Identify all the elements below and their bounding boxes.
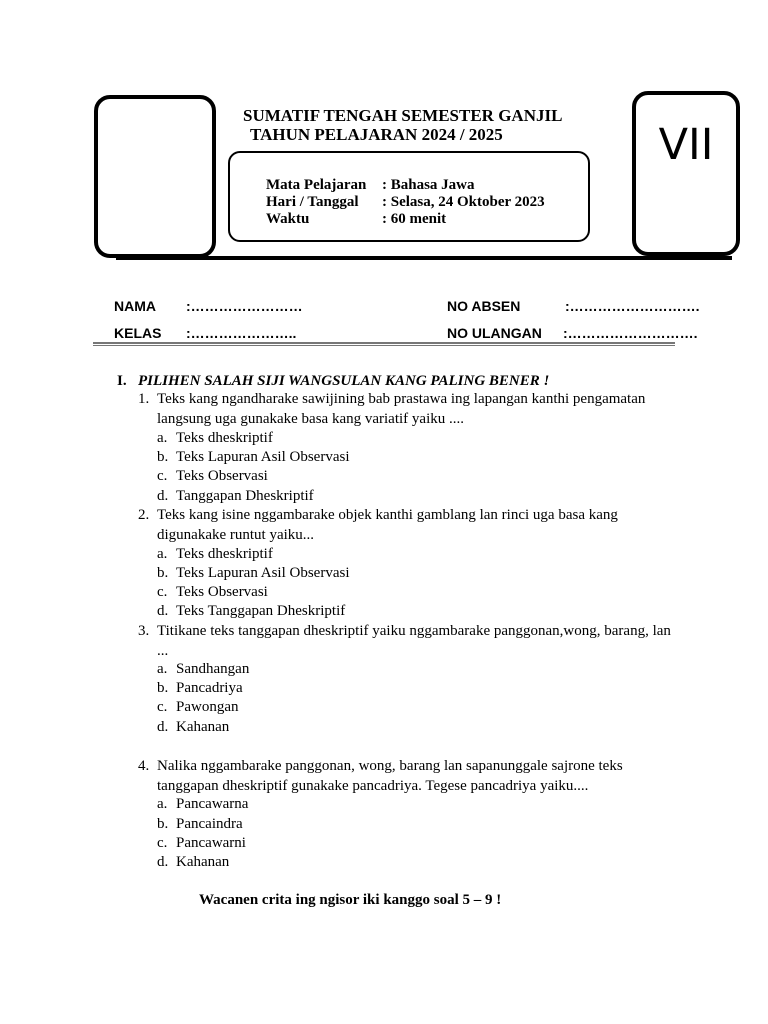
photo-box xyxy=(94,95,216,258)
option-letter: b. xyxy=(157,449,169,465)
absen-field[interactable]: :………………………. xyxy=(565,298,700,314)
question-text: Teks kang isine nggambarake objek kanthi gamblang lan rinci uga basa kang digunakake runtut yaiku... xyxy=(157,507,618,543)
header-divider xyxy=(116,256,732,260)
ulangan-field[interactable]: :………………………. xyxy=(563,325,698,341)
option-item[interactable] xyxy=(157,660,249,679)
question-number: 1. xyxy=(138,391,150,407)
info-value: : Bahasa Jawa xyxy=(382,177,475,193)
option-item[interactable] xyxy=(157,545,273,564)
option-text: Pancawarni xyxy=(176,835,246,851)
class-field[interactable]: :………………….. xyxy=(186,325,297,341)
option-item[interactable] xyxy=(157,853,229,872)
ulangan-label: NO ULANGAN xyxy=(447,325,542,341)
info-row-time xyxy=(266,210,446,228)
name-label: NAMA xyxy=(114,298,156,314)
info-label: Mata Pelajaran xyxy=(266,177,367,193)
option-text: Pawongan xyxy=(176,699,239,715)
option-item[interactable] xyxy=(157,487,314,506)
option-item[interactable] xyxy=(157,602,345,621)
question-text: Nalika nggambarake panggonan, wong, barang lan sapanunggale sajrone teks tanggapan dheskriptif gunakake pancadriya. Tegese pancadriya yaiku.... xyxy=(157,758,623,794)
absen-label: NO ABSEN xyxy=(447,298,521,314)
grade-box xyxy=(632,91,740,256)
option-text: Pancadriya xyxy=(176,680,243,696)
option-item[interactable] xyxy=(157,795,248,814)
question-text: Teks kang ngandharake sawijining bab prastawa ing lapangan kanthi pengamatan langsung uga gunakake basa kang variatif yaiku .... xyxy=(157,391,646,427)
option-text: Pancaindra xyxy=(176,816,243,832)
class-label: KELAS xyxy=(114,325,162,341)
option-item[interactable] xyxy=(157,698,239,717)
option-item[interactable] xyxy=(157,834,246,853)
question-number: 3. xyxy=(138,623,150,639)
option-letter: b. xyxy=(157,816,169,832)
option-text: Teks Lapuran Asil Observasi xyxy=(176,449,350,465)
section-number: I. xyxy=(117,373,127,389)
option-item[interactable] xyxy=(157,718,229,737)
option-letter: a. xyxy=(157,430,168,446)
option-text: Teks Observasi xyxy=(176,584,268,600)
option-letter: a. xyxy=(157,796,168,812)
option-letter: d. xyxy=(157,603,169,619)
option-text: Tanggapan Dheskriptif xyxy=(176,488,314,504)
option-text: Teks Tanggapan Dheskriptif xyxy=(176,603,346,619)
question-text: Titikane teks tanggapan dheskriptif yaiku nggambarake panggonan,wong, barang, lan ... xyxy=(157,623,671,659)
info-value: : 60 menit xyxy=(382,211,447,227)
section-title: PILIHEN SALAH SIJI WANGSULAN KANG PALING BENER ! xyxy=(138,373,550,389)
option-text: Kahanan xyxy=(176,854,230,870)
option-item[interactable] xyxy=(157,564,350,583)
option-letter: d. xyxy=(157,854,169,870)
option-letter: b. xyxy=(157,680,169,696)
option-letter: a. xyxy=(157,546,168,562)
academic-year: TAHUN PELAJARAN 2024 / 2025 xyxy=(250,125,503,144)
student-info-divider xyxy=(93,342,675,346)
grade-label: VII xyxy=(658,120,714,170)
option-letter: c. xyxy=(157,835,168,851)
option-letter: d. xyxy=(157,488,169,504)
option-text: Teks dheskriptif xyxy=(176,430,273,446)
option-item[interactable] xyxy=(157,679,243,698)
question-number: 2. xyxy=(138,507,150,523)
option-item[interactable] xyxy=(157,583,268,602)
option-text: Sandhangan xyxy=(176,661,250,677)
option-text: Kahanan xyxy=(176,719,230,735)
option-item[interactable] xyxy=(157,429,273,448)
option-item[interactable] xyxy=(157,467,268,486)
info-label: Hari / Tanggal xyxy=(266,194,359,210)
option-letter: a. xyxy=(157,661,168,677)
option-item[interactable] xyxy=(157,448,350,467)
option-letter: c. xyxy=(157,699,168,715)
option-letter: b. xyxy=(157,565,169,581)
info-value: : Selasa, 24 Oktober 2023 xyxy=(382,194,545,210)
exam-title: SUMATIF TENGAH SEMESTER GANJIL xyxy=(243,106,563,125)
info-label: Waktu xyxy=(266,211,310,227)
option-text: Teks Observasi xyxy=(176,468,268,484)
option-text: Pancawarna xyxy=(176,796,249,812)
reading-instruction: Wacanen crita ing ngisor iki kanggo soal 5 – 9 ! xyxy=(199,892,502,908)
option-text: Teks Lapuran Asil Observasi xyxy=(176,565,350,581)
info-row-subject xyxy=(266,176,475,194)
name-field[interactable]: :…………………… xyxy=(186,298,303,314)
option-item[interactable] xyxy=(157,815,243,834)
option-letter: d. xyxy=(157,719,169,735)
option-letter: c. xyxy=(157,468,168,484)
question-number: 4. xyxy=(138,758,150,774)
option-text: Teks dheskriptif xyxy=(176,546,273,562)
option-letter: c. xyxy=(157,584,168,600)
info-row-date xyxy=(266,193,545,211)
